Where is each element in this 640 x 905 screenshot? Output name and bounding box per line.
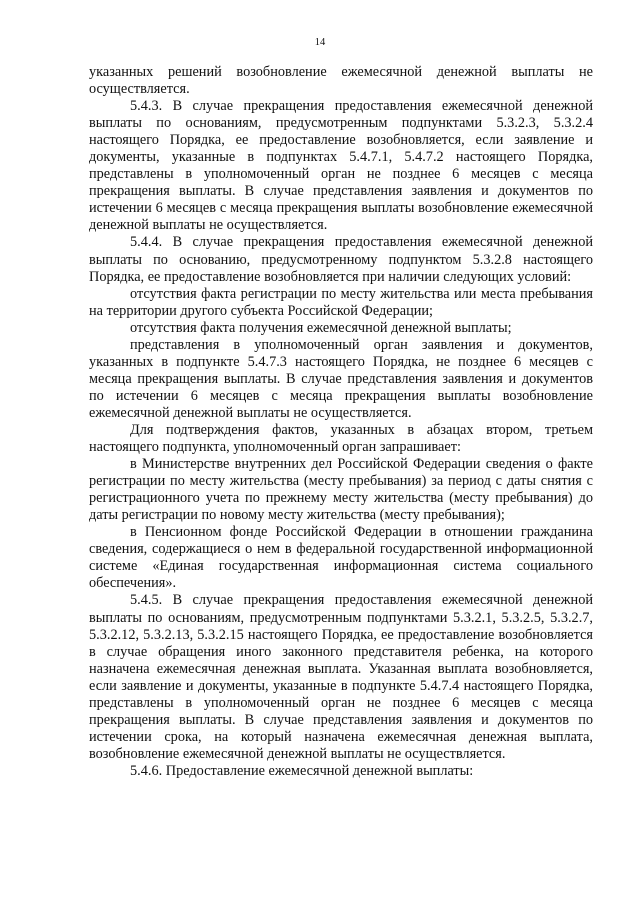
paragraph-5-4-5: 5.4.5. В случае прекращения предоставления ежемесячной денежной выплаты по основаниям, предусмотренным подпунктами 5.3.2.1, 5.3.2.5, 5.3.2.7, 5.3.2.12, 5.3.2.13, 5.3.2.15 настоящего Порядка, ее предоставление возобновляется в случае обращения иного законного представителя ребенка, на которого назначена ежемесячная денежная выплата. Указанная выплата возобновляется, если заявление и документы, указанные в подпункте 5.4.7.4 настоящего Порядка, представлены в уполномоченный орган не позднее 6 месяцев с месяца прекращения выплаты. В случае представления заявления и документов по истечении срока, на который назначена ежемесячная денежная выплата, возобновление ежемесячной денежной выплаты не осуществляется.: [89, 592, 593, 762]
paragraph-5-4-3: 5.4.3. В случае прекращения предоставления ежемесячной денежной выплаты по основаниям, предусмотренным подпунктами 5.3.2.3, 5.3.2.4 настоящего Порядка, ее предоставление возобновляется, если заявление и документы, указанные в подпунктах 5.4.7.1, 5.4.7.2 настоящего Порядка, представлены в уполномоченный орган не позднее 6 месяцев с месяца прекращения выплаты. В случае представления заявления и документов по истечении 6 месяцев с месяца прекращения выплаты возобновление ежемесячной денежной выплаты не осуществляется.: [89, 98, 593, 234]
request-item: в Министерстве внутренних дел Российской Федерации сведения о факте регистрации по месту жительства (месту пребывания) за период с даты снятия с регистрационного учета по прежнему месту жительства (месту пребывания) до даты регистрации по новому месту жительства (месту пребывания);: [89, 456, 593, 524]
document-body: [89, 64, 593, 780]
paragraph-5-4-6: 5.4.6. Предоставление ежемесячной денежной выплаты:: [130, 762, 474, 779]
condition-item: отсутствия факта регистрации по месту жительства или места пребывания на территории другого субъекта Российской Федерации;: [89, 285, 593, 319]
condition-item: отсутствия факта получения ежемесячной денежной выплаты;: [130, 319, 512, 336]
page-number: 14: [314, 37, 326, 48]
request-item: в Пенсионном фонде Российской Федерации в отношении гражданина сведения, содержащиеся о нем в федеральной государственной информационной системе «Единая государственная информационная система социального обеспечения».: [89, 524, 593, 592]
paragraph-verification: Для подтверждения фактов, указанных в абзацах втором, третьем настоящего подпункта, уполномоченный орган запрашивает:: [89, 421, 593, 456]
paragraph-5-4-4: 5.4.4. В случае прекращения предоставления ежемесячной денежной выплаты по основанию, предусмотренному подпунктом 5.3.2.8 настоящего Порядка, ее предоставление возобновляется при наличии следующих условий:: [89, 234, 593, 285]
paragraph-continuation: указанных решений возобновление ежемесячной денежной выплаты не осуществляется.: [89, 64, 593, 98]
condition-item: представления в уполномоченный орган заявления и документов, указанных в подпункте 5.4.7.3 настоящего Порядка, не позднее 6 месяцев с месяца прекращения выплаты. В случае представления заявления и документов по истечении 6 месяцев с месяца прекращения выплаты возобновление ежемесячной денежной выплаты не осуществляется.: [89, 336, 593, 421]
